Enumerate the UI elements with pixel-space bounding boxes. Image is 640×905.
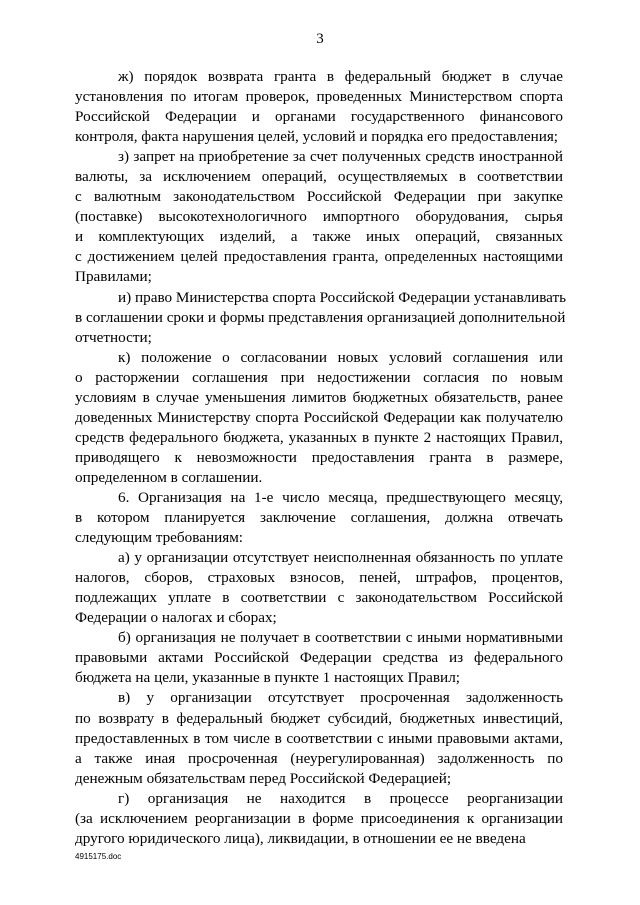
text-line: б) организация не получает в соответствии с иными нормативными	[118, 629, 563, 647]
document-body	[75, 67, 567, 849]
text-line: условиям в случае уменьшения лимитов бюджетных обязательств, ранее	[75, 388, 563, 406]
text-line: и) право Министерства спорта Российской Федерации устанавливать	[118, 288, 567, 306]
paragraph	[75, 348, 563, 488]
text-line: с достижением целей предоставления гранта, определенных настоящими	[75, 248, 563, 266]
text-line: средств федерального бюджета, указанных в пункте 2 настоящих Правил,	[75, 428, 563, 446]
text-line: Правилами;	[75, 268, 152, 286]
text-line: приводящего к невозможности предоставления гранта в размере,	[75, 448, 563, 466]
text-line: определенном в соглашении.	[75, 468, 263, 486]
text-line: следующим требованиям:	[75, 529, 244, 547]
text-line: установления по итогам проверок, проведенных Министерством спорта	[75, 88, 563, 106]
paragraph	[75, 488, 563, 548]
paragraph	[75, 548, 563, 628]
text-line: в) у организации отсутствует просроченная задолженность	[118, 689, 563, 707]
page-number: 3	[316, 31, 324, 47]
text-line: подлежащих уплате в соответствии с законодательством Российской	[75, 589, 563, 607]
text-line: налогов, сборов, страховых взносов, пеней, штрафов, процентов,	[75, 569, 563, 587]
text-line: к) положение о согласовании новых условий соглашения или	[118, 348, 563, 366]
text-line: о расторжении соглашения при недостижении согласия по новым	[75, 368, 563, 386]
text-line: а) у организации отсутствует неисполненная обязанность по уплате	[118, 549, 563, 567]
text-line: и комплектующих изделий, а также иных операций, связанных	[75, 228, 563, 246]
text-line: денежным обязательствам перед Российской Федерацией;	[75, 769, 452, 787]
text-line: г) организация не находится в процессе реорганизации	[118, 789, 563, 807]
text-line: в соглашении сроки и формы представления организацией дополнительной	[75, 308, 566, 326]
text-line: (за исключением реорганизации в форме присоединения к организации	[75, 809, 563, 827]
paragraph	[75, 688, 563, 788]
document-code: 4915175.doc	[75, 852, 122, 861]
text-line: ж) порядок возврата гранта в федеральный бюджет в случае	[118, 68, 563, 85]
text-line: доведенных Министерству спорта Российской Федерации как получателю	[75, 408, 563, 426]
text-line: валюты, за исключением операций, осуществляемых в соответствии	[75, 168, 563, 186]
text-line: с валютным законодательством Российской Федерации при закупке	[75, 188, 563, 206]
paragraph	[75, 147, 563, 287]
text-line: Российской Федерации и органами государственного финансового	[75, 108, 563, 126]
text-line: другого юридического лица), ликвидации, в отношении ее не введена	[75, 829, 526, 847]
text-line: предоставленных в том числе в соответствии с иными правовыми актами,	[75, 729, 563, 747]
text-line: з) запрет на приобретение за счет полученных средств иностранной	[118, 148, 563, 166]
text-line: по возврату в федеральный бюджет субсидий, бюджетных инвестиций,	[75, 709, 563, 727]
paragraph	[75, 789, 563, 849]
text-line: контроля, факта нарушения целей, условий и порядка его предоставления;	[75, 128, 559, 146]
paragraph	[75, 628, 563, 688]
text-line: отчетности;	[75, 328, 152, 346]
text-line: а также иная просроченная (неурегулированная) задолженность по	[75, 749, 563, 767]
text-line: бюджета на цели, указанные в пункте 1 настоящих Правил;	[75, 669, 460, 687]
text-line: 6. Организация на 1-е число месяца, предшествующего месяцу,	[118, 488, 563, 506]
paragraph	[75, 288, 567, 348]
text-line: (поставке) высокотехнологичного импортного оборудования, сырья	[75, 208, 563, 226]
text-line: Федерации о налогах и сборах;	[75, 609, 277, 627]
text-line: в котором планируется заключение соглашения, должна отвечать	[75, 509, 563, 527]
paragraph	[75, 67, 563, 147]
text-line: правовыми актами Российской Федерации средства из федерального	[75, 649, 563, 667]
